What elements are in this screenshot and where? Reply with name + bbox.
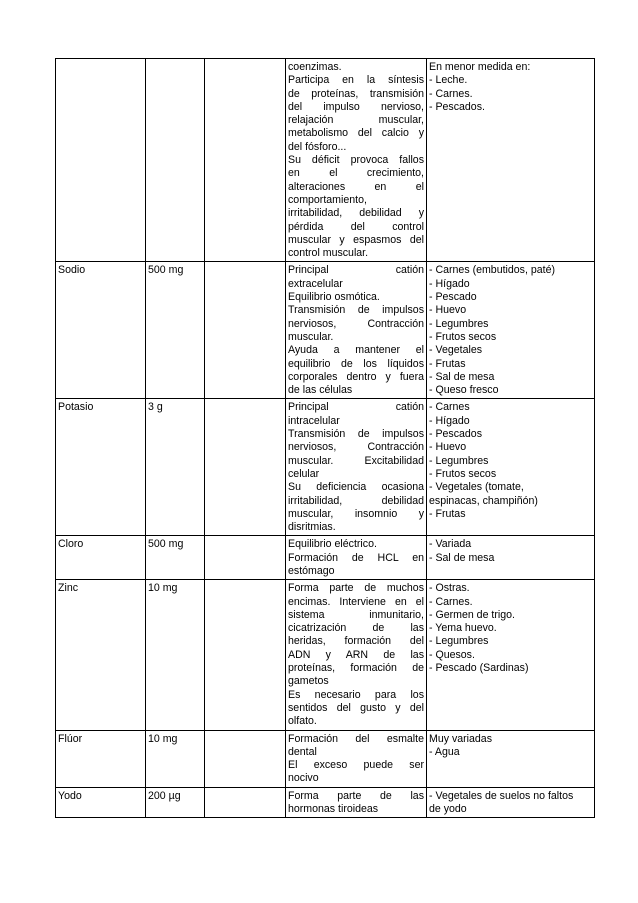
food-source-line: - Legumbres (429, 317, 489, 330)
food-source-line: - Sal de mesa (429, 370, 495, 383)
function-line: estómago (288, 564, 335, 577)
table-row (56, 262, 595, 399)
food-source-line: espinacas, champiñón) (429, 494, 538, 507)
function-line: celular (288, 467, 320, 480)
food-source-line: - Frutas (429, 357, 466, 370)
food-source-line: - Vegetales de suelos no faltos (429, 789, 574, 802)
food-source-line: - Frutas (429, 507, 466, 520)
daily-amount-cell: 3 g (146, 399, 205, 536)
function-line: equilibrio de los líquidos (288, 357, 424, 370)
function-cell (286, 580, 427, 730)
function-line: coenzimas. (288, 61, 342, 73)
function-line: Es necesario para los (288, 688, 424, 701)
function-line: del fósforo... (288, 140, 347, 153)
function-line: muscular. Excitabilidad (288, 454, 424, 467)
function-line: Equilibrio osmótica. (288, 291, 380, 304)
mineral-name-cell: Cloro (56, 536, 146, 580)
daily-amount-cell: 500 mg (146, 262, 205, 399)
minerals-table-body (56, 59, 595, 818)
empty-cell (205, 730, 286, 787)
food-source-cell (427, 787, 595, 818)
food-source-line: - Pescado (429, 291, 477, 304)
food-source-line: - Carnes. (429, 87, 473, 100)
function-line: de las células (288, 384, 353, 397)
empty-cell (205, 262, 286, 399)
function-line: sentidos del gusto y del (288, 701, 424, 714)
function-line: intracelular (288, 414, 340, 427)
function-line: pérdida del control (288, 220, 424, 233)
function-line: encimas. Interviene en el (288, 595, 424, 608)
food-source-cell (427, 730, 595, 787)
function-line: metabolismo del calcio y (288, 127, 424, 140)
table-row (56, 59, 595, 262)
function-line: alteraciones en el (288, 180, 424, 193)
food-source-line: - Pescado (Sardinas) (429, 662, 529, 675)
function-line: Forma parte de las (288, 789, 424, 802)
food-source-line: - Carnes (429, 401, 470, 414)
daily-amount-cell: 10 mg (146, 730, 205, 787)
daily-amount-cell: 500 mg (146, 536, 205, 580)
food-source-line: - Huevo (429, 304, 467, 317)
function-cell (286, 536, 427, 580)
function-line: relajación muscular, (288, 114, 424, 127)
function-line: proteínas, formación de (288, 662, 424, 675)
food-source-line: - Vegetales (429, 344, 483, 357)
function-line: Transmisión de impulsos (288, 428, 424, 441)
function-line: cicatrización de las (288, 622, 424, 635)
function-line: extracelular (288, 277, 343, 290)
function-cell (286, 59, 427, 262)
food-source-line: - Germen de trigo. (429, 608, 515, 621)
function-cell (286, 730, 427, 787)
function-line: nocivo (288, 772, 319, 785)
empty-cell (205, 536, 286, 580)
food-source-cell (427, 536, 595, 580)
function-line: ADN y ARN de las (288, 648, 424, 661)
food-source-line: - Huevo (429, 441, 467, 454)
function-line: control muscular. (288, 247, 369, 260)
function-line: muscular y espasmos del (288, 233, 424, 246)
mineral-name-cell (56, 59, 146, 262)
empty-cell (205, 787, 286, 818)
food-source-line: - Pescados. (429, 100, 485, 113)
function-line: Transmisión de impulsos (288, 304, 424, 317)
function-line: de proteínas, transmisión (288, 87, 424, 100)
function-line: sistema inmunitario, (288, 608, 424, 621)
table-row (56, 536, 595, 580)
function-line: corporales dentro y fuera (288, 370, 424, 383)
function-line: gametos (288, 675, 329, 688)
function-line: Su déficit provoca fallos (288, 154, 424, 167)
function-cell (286, 787, 427, 818)
food-source-line: - Sal de mesa (429, 551, 495, 564)
food-source-line: - Carnes. (429, 595, 473, 608)
function-line: Su deficiencia ocasiona (288, 481, 424, 494)
function-line: heridas, formación del (288, 635, 424, 648)
food-source-line: de yodo (429, 803, 467, 816)
food-source-line: - Frutos secos (429, 330, 497, 343)
food-source-line: - Frutos secos (429, 467, 497, 480)
function-line: muscular. (288, 330, 334, 343)
food-source-line: - Pescados (429, 428, 482, 441)
daily-amount-cell: 200 µg (146, 787, 205, 818)
function-line: El exceso puede ser (288, 759, 424, 772)
table-row (56, 730, 595, 787)
function-line: irritabilidad, debilidad y (288, 207, 424, 220)
daily-amount-cell (146, 59, 205, 262)
empty-cell (205, 59, 286, 262)
food-source-line: - Hígado (429, 414, 470, 427)
food-source-line: - Legumbres (429, 454, 489, 467)
table-row (56, 787, 595, 818)
function-line: Formación del esmalte (288, 732, 424, 745)
mineral-name-cell: Potasio (56, 399, 146, 536)
food-source-line: - Legumbres (429, 635, 489, 648)
empty-cell (205, 580, 286, 730)
food-source-line: - Quesos. (429, 648, 475, 661)
mineral-name-cell: Yodo (56, 787, 146, 818)
mineral-name-cell: Zinc (56, 580, 146, 730)
food-source-line: - Leche. (429, 74, 468, 87)
food-source-cell (427, 580, 595, 730)
empty-cell (205, 399, 286, 536)
function-line: comportamiento, (288, 193, 367, 206)
mineral-name-cell: Flúor (56, 730, 146, 787)
food-source-line: En menor medida en: (429, 61, 531, 73)
food-source-cell (427, 262, 595, 399)
food-source-cell (427, 399, 595, 536)
function-line: nerviosos, Contracción (288, 441, 424, 454)
function-line: en el crecimiento, (288, 167, 424, 180)
function-line: dental (288, 745, 317, 758)
food-source-line: - Ostras. (429, 582, 470, 595)
function-line: Formación de HCL en (288, 551, 424, 564)
mineral-name-cell: Sodio (56, 262, 146, 399)
function-line: Ayuda a mantener el (288, 344, 424, 357)
function-line: disritmias. (288, 521, 336, 534)
function-line: olfato. (288, 715, 317, 728)
function-line: Principal catión (288, 264, 424, 277)
function-cell (286, 399, 427, 536)
function-line: Forma parte de muchos (288, 582, 424, 595)
food-source-line: - Variada (429, 538, 472, 551)
food-source-line: - Yema huevo. (429, 622, 497, 635)
function-line: nerviosos, Contracción (288, 317, 424, 330)
function-line: Principal catión (288, 401, 424, 414)
daily-amount-cell: 10 mg (146, 580, 205, 730)
function-line: del impulso nervioso, (288, 100, 424, 113)
function-line: Equilibrio eléctrico. (288, 538, 377, 551)
food-source-cell (427, 59, 595, 262)
food-source-line: - Queso fresco (429, 384, 499, 397)
food-source-line: - Vegetales (tomate, (429, 481, 524, 494)
table-row (56, 580, 595, 730)
function-line: irritabilidad, debilidad (288, 494, 424, 507)
table-row (56, 399, 595, 536)
food-source-line: - Carnes (embutidos, paté) (429, 264, 556, 277)
function-cell (286, 262, 427, 399)
function-line: muscular, insomnio y (288, 507, 424, 520)
function-line: Participa en la síntesis (288, 74, 424, 87)
food-source-line: - Agua (429, 745, 460, 758)
food-source-line: Muy variadas (429, 732, 492, 745)
minerals-table (55, 58, 595, 818)
food-source-line: - Hígado (429, 277, 470, 290)
function-line: hormonas tiroideas (288, 803, 379, 816)
